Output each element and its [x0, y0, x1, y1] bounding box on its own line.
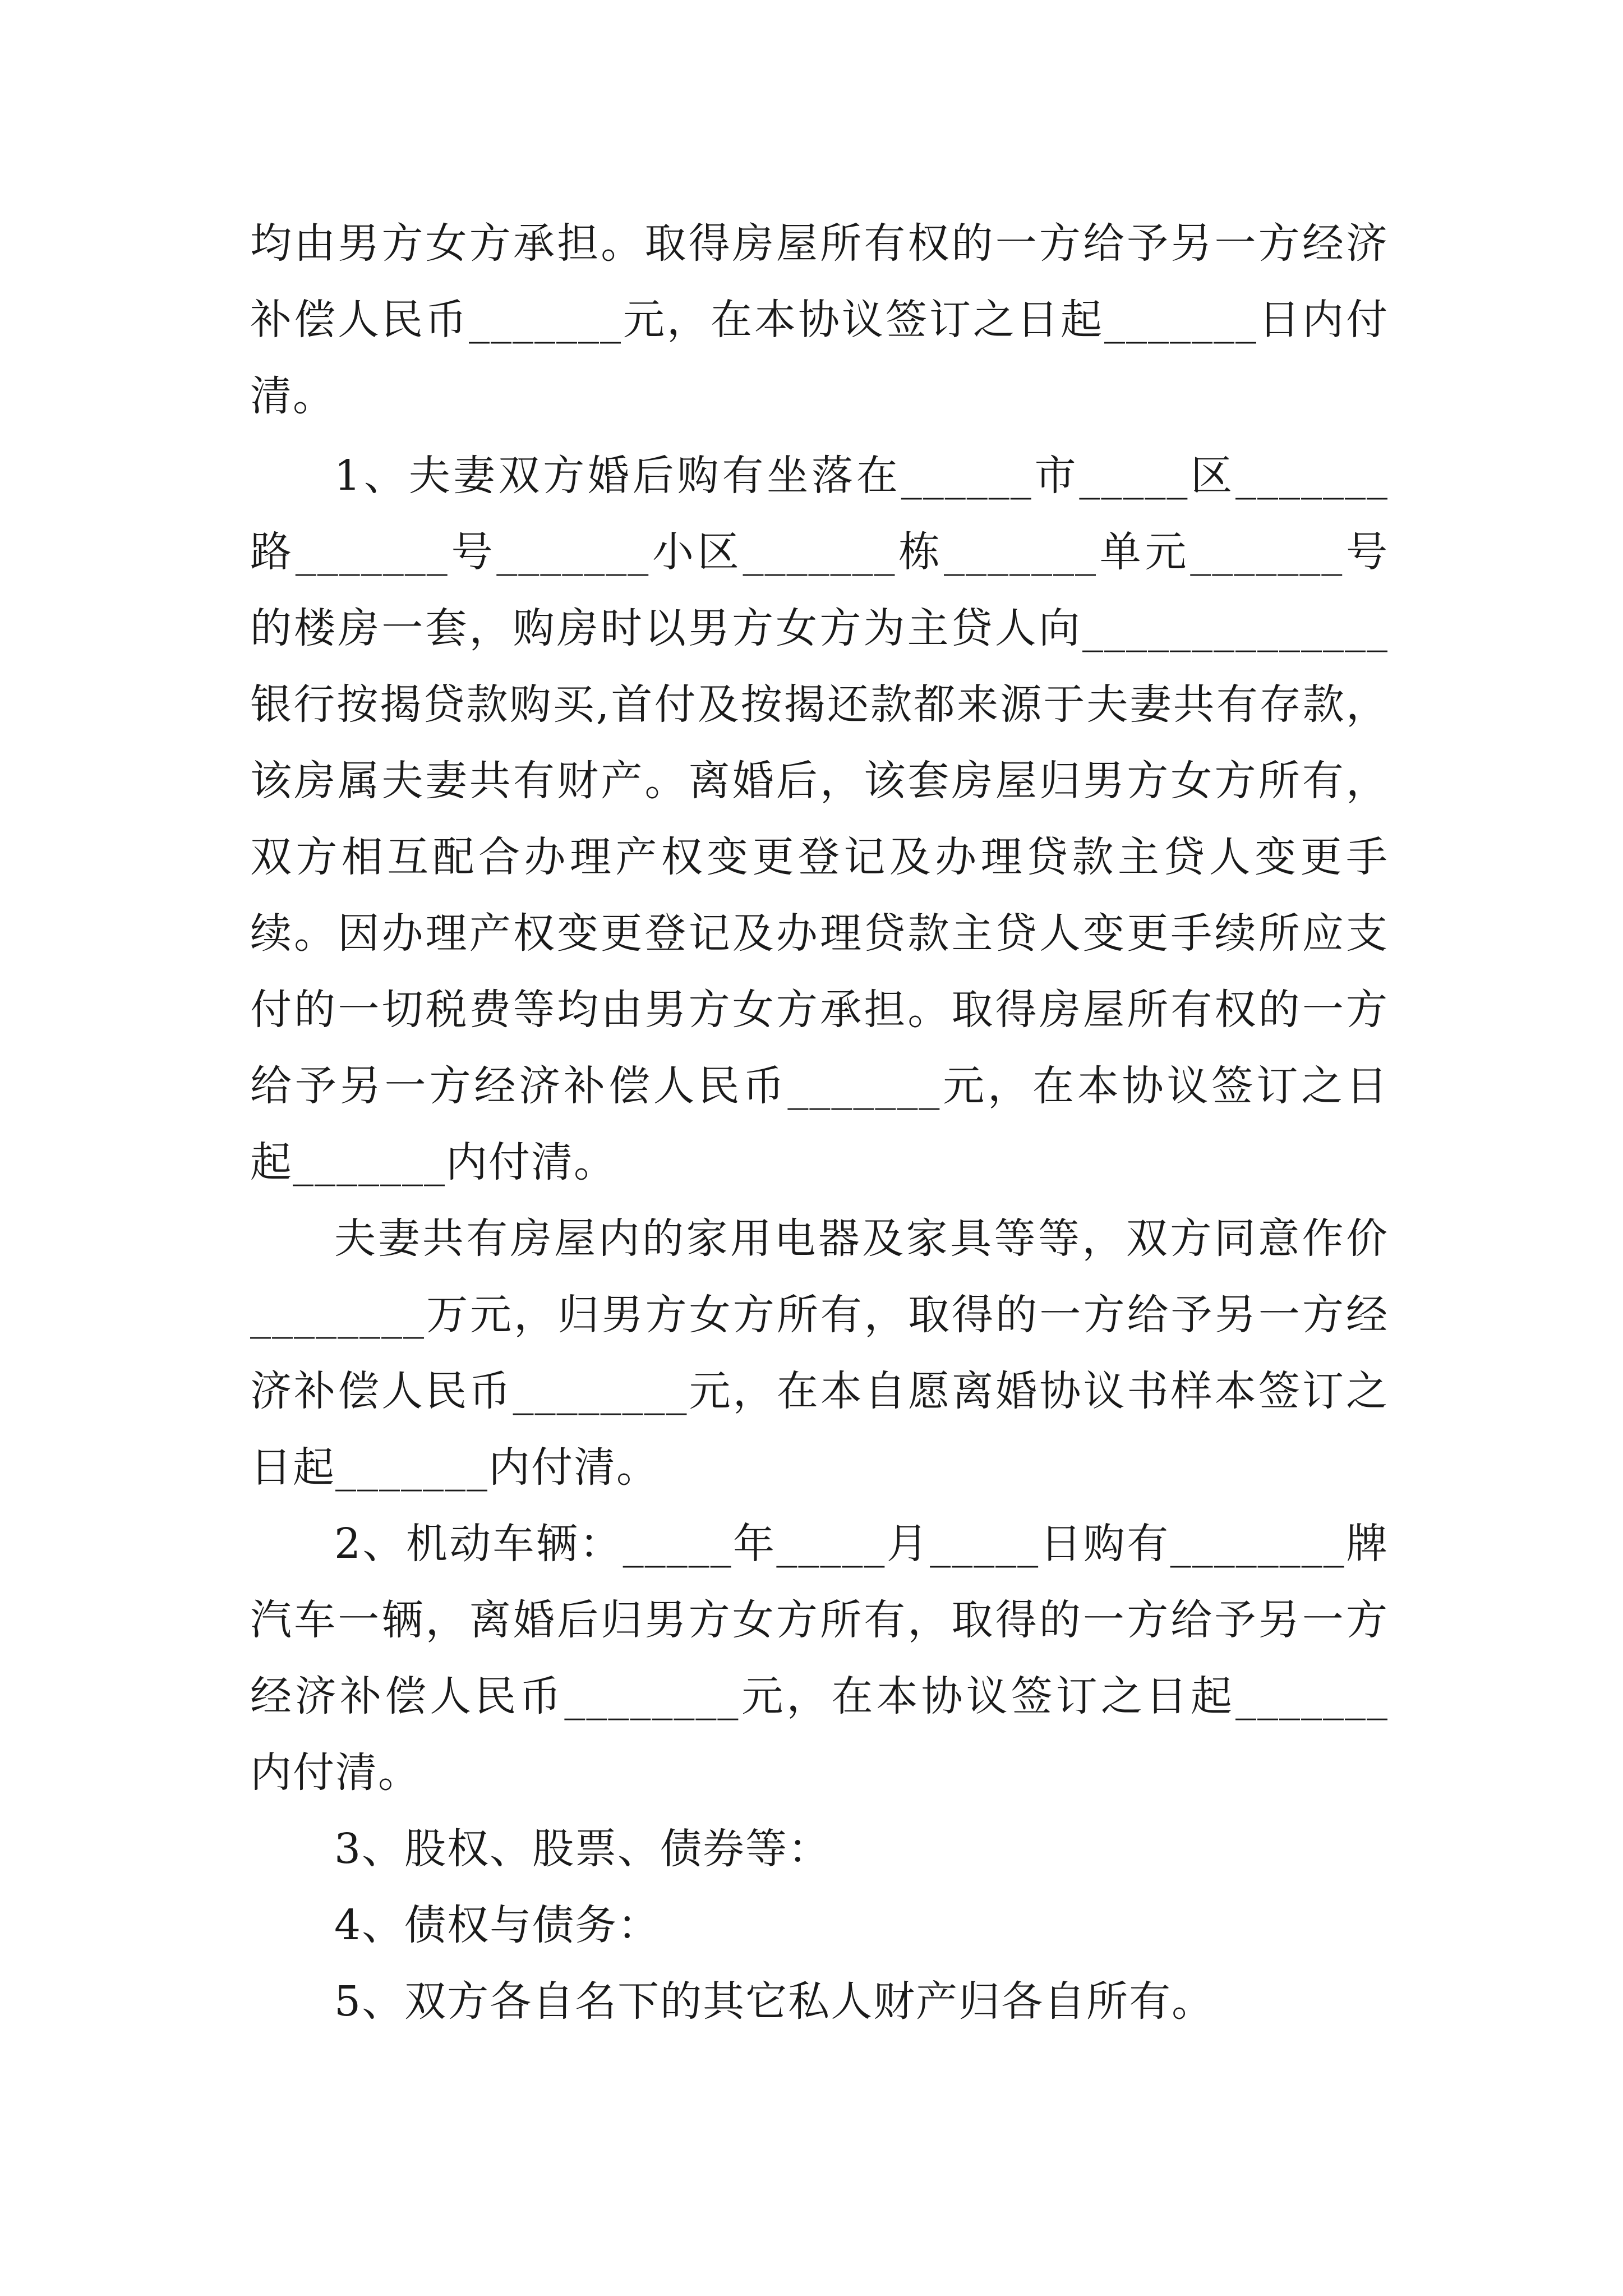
text-line: 济补偿人民币________元，在本自愿离婚协议书样本签订之 [250, 1367, 1389, 1415]
text-line: 1、夫妻双方婚后购有坐落在______市_____区_______ [334, 452, 1389, 500]
text-line: 汽车一辆，离婚后归男方女方所有，取得的一方给予另一方 [250, 1596, 1389, 1644]
text-line: 经济补偿人民币________元，在本协议签订之日起_______ [250, 1672, 1389, 1720]
text-line: 补偿人民币_______元，在本协议签订之日起_______日内付 [250, 296, 1389, 344]
text-line: ________万元，归男方女方所有，取得的一方给予另一方经 [250, 1291, 1389, 1339]
text-line: 日起_______内付清。 [250, 1443, 659, 1492]
text-line: 付的一切税费等均由男方女方承担。取得房屋所有权的一方 [250, 986, 1389, 1034]
text-line: 双方相互配合办理产权变更登记及办理贷款主贷人变更手 [250, 833, 1389, 881]
text-line: 续。因办理产权变更登记及办理贷款主贷人变更手续所应支 [250, 909, 1389, 958]
text-line: 夫妻共有房屋内的家用电器及家具等等，双方同意作价 [334, 1214, 1389, 1263]
text-line: 内付清。 [250, 1749, 421, 1797]
text-line: 2、机动车辆：_____年_____月_____日购有________牌 [334, 1520, 1389, 1568]
text-line: 5、双方各自名下的其它私人财产归各自所有。 [334, 1977, 1215, 2026]
text-line: 3、股权、股票、债券等： [334, 1825, 831, 1873]
text-line: 清。 [250, 372, 335, 420]
text-line: 该房属夫妻共有财产。离婚后，该套房屋归男方女方所有， [250, 757, 1389, 805]
text-line: 起_______内付清。 [250, 1138, 616, 1186]
text-line: 的楼房一套，购房时以男方女方为主贷人向______________ [250, 604, 1389, 652]
text-line: 4、债权与债务： [334, 1901, 661, 1949]
text-line: 银行按揭贷款购买,首付及按揭还款都来源于夫妻共有存款， [250, 680, 1389, 729]
text-line: 均由男方女方承担。取得房屋所有权的一方给予另一方经济 [250, 219, 1389, 268]
text-line: 给予另一方经济补偿人民币_______元，在本协议签订之日 [250, 1062, 1389, 1110]
text-line: 路_______号_______小区_______栋_______单元_______号 [250, 528, 1389, 576]
